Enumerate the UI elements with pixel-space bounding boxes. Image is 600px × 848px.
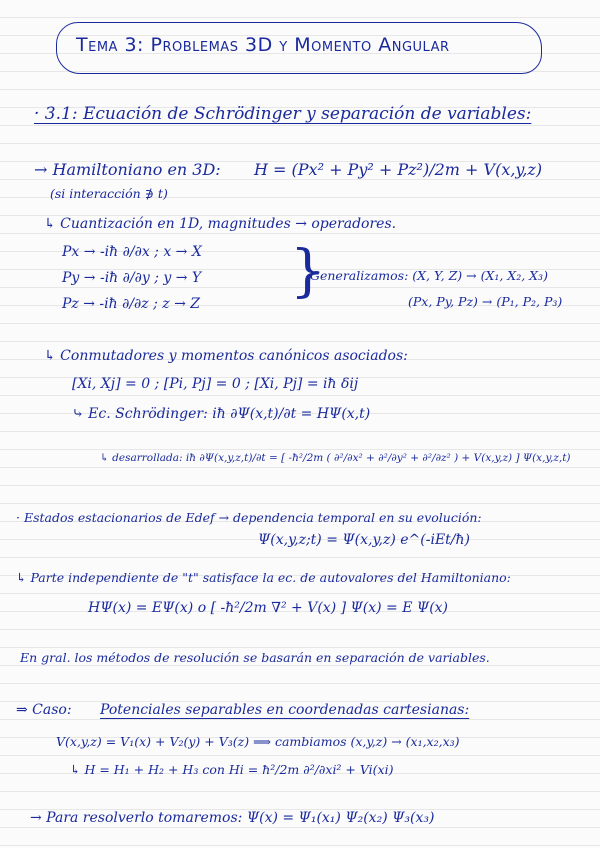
hamiltonian-intro: → Hamiltoniano en 3D: <box>34 160 221 179</box>
hamiltonian-note: (si interacción ∌ t) <box>50 186 168 201</box>
time-independent-part: ↳ Parte independiente de "t" satisface la ec. de autovalores del Hamiltoniano: <box>16 570 511 585</box>
generalize-line-2: (Px, Py, Pz) → (P₁, P₂, P₃) <box>408 294 563 309</box>
stationary-formula: Ψ(x,y,z;t) = Ψ(x,y,z) e^(-iEt/ħ) <box>258 532 470 548</box>
schrodinger-expanded: ↳ desarrollada: iħ ∂Ψ(x,y,z,t)/∂t = [ -ħ²/2m ( ∂²/∂x² + ∂²/∂y² + ∂²/∂z² ) + V(x,y,z) ] Ψ(x,y,z,t) <box>100 452 571 464</box>
eigenvalue-equation: HΨ(x) = EΨ(x) o [ -ħ²/2m ∇² + V(x) ] Ψ(x) = E Ψ(x) <box>88 600 449 616</box>
separable-hamiltonian: ↳ H = H₁ + H₂ + H₃ con Hi = ħ²/2m ∂²/∂xi² + Vi(xi) <box>70 762 394 777</box>
stationary-intro: · Estados estacionarios de Edef → dependencia temporal en su evolución: <box>16 510 482 525</box>
general-method-note: En gral. los métodos de resolución se basarán en separación de variables. <box>20 650 490 665</box>
generalize-line-1: Generalizamos: (X, Y, Z) → (X₁, X₂, X₃) <box>310 268 548 283</box>
quantization-pz: Pz → -iħ ∂/∂z ; z → Z <box>62 296 201 312</box>
quantization-intro: ↳ Cuantización en 1D, magnitudes → operadores. <box>44 216 397 232</box>
quantization-py: Py → -iħ ∂/∂y ; y → Y <box>62 270 202 286</box>
commutator-relations: [Xi, Xj] = 0 ; [Pi, Pj] = 0 ; [Xi, Pj] = iħ δij <box>72 376 359 392</box>
curly-brace: } <box>290 239 326 304</box>
case-label: ⇒ Caso: <box>16 702 72 718</box>
section-heading: · 3.1: Ecuación de Schrödinger y separación de variables: <box>34 104 532 124</box>
quantization-px: Px → -iħ ∂/∂x ; x → X <box>62 244 202 260</box>
product-ansatz: → Para resolverlo tomaremos: Ψ(x) = Ψ₁(x₁) Ψ₂(x₂) Ψ₃(x₃) <box>30 810 435 826</box>
separable-potential: V(x,y,z) = V₁(x) + V₂(y) + V₃(z) ⟹ cambiamos (x,y,z) → (x₁,x₂,x₃) <box>56 734 460 749</box>
commutators-intro: ↳ Conmutadores y momentos canónicos asociados: <box>44 348 408 364</box>
page-title: Tema 3: Problemas 3D y Momento Angular <box>76 34 450 56</box>
schrodinger-equation: ⤷ Ec. Schrödinger: iħ ∂Ψ(x,t)/∂t = HΨ(x,t) <box>72 406 371 422</box>
case-title: Potenciales separables en coordenadas cartesianas: <box>100 702 470 718</box>
hamiltonian-formula: H = (Px² + Py² + Pz²)/2m + V(x,y,z) <box>254 160 543 179</box>
